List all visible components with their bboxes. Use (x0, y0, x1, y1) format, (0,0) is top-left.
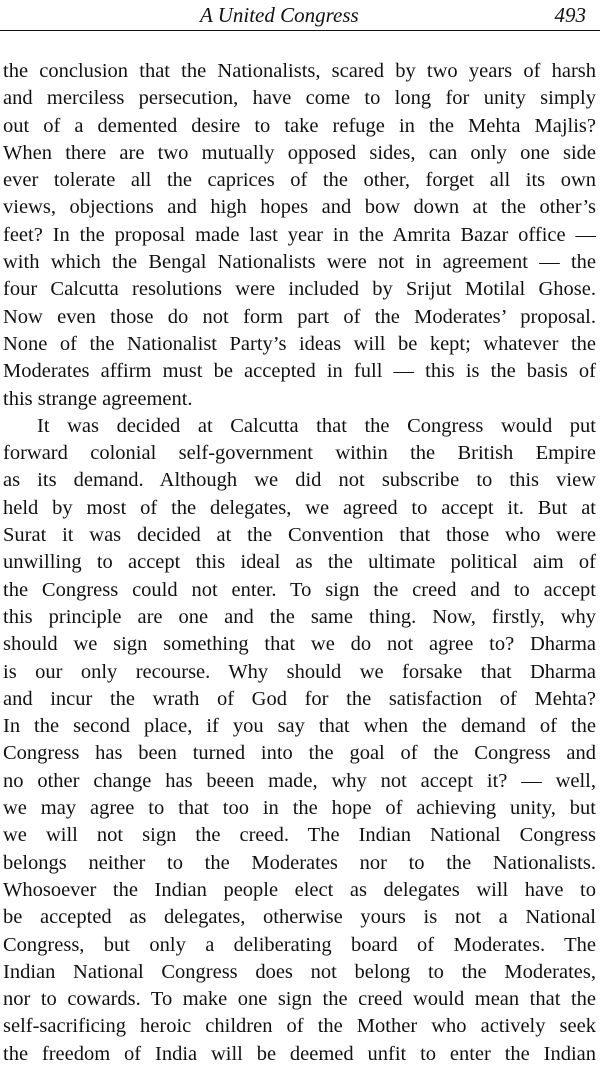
text-line: is our only recourse. Why should we forsake that Dharma (3, 660, 596, 683)
paragraph-2 (3, 413, 596, 1068)
paragraph-1 (3, 58, 596, 413)
text-line: When there are two mutually opposed sides, can only one side (3, 141, 596, 164)
text-line: self-sacrificing heroic children of the Mother who actively seek (3, 1015, 596, 1038)
text-line: the Congress could not enter. To sign the creed and to accept (3, 578, 596, 601)
text-line: feet? In the proposal made last year in the Amrita Bazar office — (3, 223, 596, 246)
text-line: Moderates affirm must be accepted in full — this is the basis of (3, 360, 596, 383)
text-line: views, objections and high hopes and bow down at the other’s (3, 196, 596, 219)
text-line: and incur the wrath of God for the satisfaction of Mehta? (3, 687, 596, 710)
text-line: and merciless persecution, have come to long for unity simply (3, 87, 596, 110)
running-header (0, 0, 600, 32)
text-line: nor to cowards. To make one sign the creed would mean that the (3, 988, 596, 1011)
text-line: out of a demented desire to take refuge in the Mehta Majlis? (3, 114, 596, 137)
text-line: with which the Bengal Nationalists were not in agreement — the (3, 251, 596, 274)
text-line: should we sign something that we do not agree to? Dharma (3, 633, 596, 656)
text-line: no other change has beeen made, why not accept it? — well, (3, 769, 596, 792)
header-rule (0, 30, 600, 31)
body-text (3, 58, 596, 1068)
text-line: the conclusion that the Nationalists, scared by two years of harsh (3, 60, 596, 82)
text-line: Congress, but only a deliberating board of Moderates. The (3, 933, 596, 956)
text-line: this strange agreement. (3, 387, 193, 410)
text-line: Surat it was decided at the Convention that those who were (3, 524, 596, 547)
text-line: we will not sign the creed. The Indian National Congress (3, 824, 596, 847)
text-line: Indian National Congress does not belong to the Moderates, (3, 960, 596, 983)
text-line: Whosoever the Indian people elect as delegates will have to (3, 878, 596, 901)
text-line: unwilling to accept this ideal as the ultimate political aim of (3, 551, 596, 574)
text-line: as its demand. Although we did not subscribe to this view (3, 469, 596, 492)
text-line: Now even those do not form part of the Moderates’ proposal. (3, 305, 596, 328)
text-line: ever tolerate all the caprices of the other, forget all its own (3, 169, 596, 192)
text-line: four Calcutta resolutions were included by Srijut Motilal Ghose. (3, 278, 596, 301)
text-line: forward colonial self-government within the British Empire (3, 442, 596, 465)
text-line: In the second place, if you say that when the demand of the (3, 715, 596, 738)
text-line: be accepted as delegates, otherwise yours is not a National (3, 906, 596, 929)
page-number: 493 (554, 3, 586, 27)
text-line: the freedom of India will be deemed unfit to enter the Indian (3, 1042, 596, 1065)
text-line: None of the Nationalist Party’s ideas will be kept; whatever the (3, 332, 596, 355)
running-title: A United Congress (200, 3, 359, 27)
text-line: It was decided at Calcutta that the Congress would put (37, 414, 596, 437)
text-line: belongs neither to the Moderates nor to the Nationalists. (3, 851, 596, 874)
text-line: this principle are one and the same thing. Now, firstly, why (3, 605, 596, 628)
text-line: held by most of the delegates, we agreed to accept it. But at (3, 496, 596, 519)
text-line: Congress has been turned into the goal of the Congress and (3, 742, 596, 765)
text-line: we may agree to that too in the hope of achieving unity, but (3, 797, 596, 820)
